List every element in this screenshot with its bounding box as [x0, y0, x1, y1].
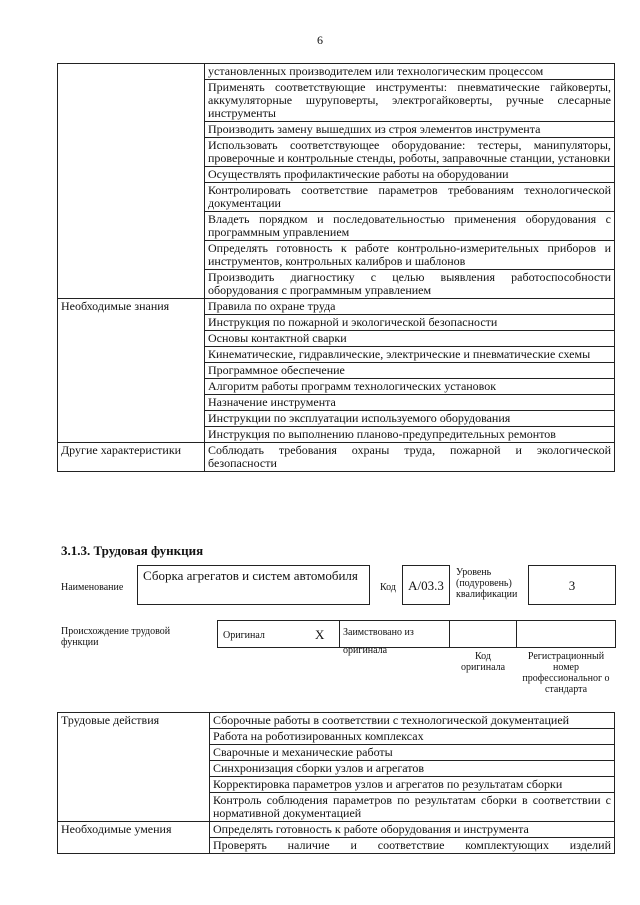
- level-label: Уровень (подуровень) квалификации: [456, 567, 518, 600]
- table-row: Контролировать соответствие параметров требованиям технологической документации: [205, 183, 615, 212]
- code-value: A/03.3: [402, 565, 450, 605]
- table-row: Определять готовность к работе контрольно-измерительных приборов и инструментов, контрольных калибров и шаблонов: [205, 241, 615, 270]
- skills-label: Необходимые умения: [58, 822, 210, 854]
- table-row: Инструкция по пожарной и экологической безопасности: [205, 315, 615, 331]
- original-mark: X: [315, 627, 325, 642]
- table-row: Инструкции по эксплуатации используемого оборудования: [205, 411, 615, 427]
- code-label: Код: [380, 582, 396, 593]
- other-label: Другие характеристики: [58, 443, 205, 472]
- knowledge-label: Необходимые знания: [58, 299, 205, 443]
- level-value: 3: [528, 565, 616, 605]
- page-number: 6: [317, 33, 323, 47]
- table-row: Владеть порядком и последовательностью применения оборудования с программным управлением: [205, 212, 615, 241]
- section-title: 3.1.3. Трудовая функция: [61, 543, 204, 558]
- table-row: Использовать соответствующее оборудование: тестеры, манипуляторы, проверочные и контрольные стенды, роботы, заправочные станции, установки: [205, 138, 615, 167]
- table-row: Производить замену вышедших из строя элементов инструмента: [205, 122, 615, 138]
- original-label: Оригинал: [223, 630, 265, 641]
- table-row: Кинематические, гидравлические, электрические и пневматические схемы: [205, 347, 615, 363]
- table-row: установленных производителем или технологическим процессом: [205, 64, 615, 80]
- reg-number-caption: Регистрационный номер профессиональног о стандарта: [522, 651, 610, 695]
- table-row: Правила по охране труда: [205, 299, 615, 315]
- table-row: Инструкция по выполнению планово-предупредительных ремонтов: [205, 427, 615, 443]
- table-row: Контроль соблюдения параметров по результатам сборки в соответствии с нормативной документацией: [210, 793, 615, 822]
- name-label: Наименование: [61, 582, 124, 593]
- name-value: Сборка агрегатов и систем автомобиля: [137, 565, 370, 605]
- table-row: Основы контактной сварки: [205, 331, 615, 347]
- other-text: Соблюдать требования охраны труда, пожарной и экологической безопасности: [205, 443, 615, 472]
- table-row: Применять соответствующие инструменты: пневматические гайковерты, аккумуляторные шуруповерты, электрогайковерты, ручные слесарные инструменты: [205, 80, 615, 122]
- table-row: Работа на роботизированных комплексах: [210, 729, 615, 745]
- code-original-cell: [449, 620, 517, 648]
- empty-label-cell: [58, 64, 205, 299]
- code-original-caption: Код оригинала: [460, 651, 506, 673]
- reg-number-cell: [516, 620, 616, 648]
- table-row: Осуществлять профилактические работы на оборудовании: [205, 167, 615, 183]
- table-row: Алгоритм работы программ технологических установок: [205, 379, 615, 395]
- table-row: Корректировка параметров узлов и агрегатов по результатам сборки: [210, 777, 615, 793]
- table-row: Сборочные работы в соответствии с технологической документацией: [210, 713, 615, 729]
- table-row: Программное обеспечение: [205, 363, 615, 379]
- table-row: Проверять наличие и соответствие комплектующих изделий: [210, 838, 615, 854]
- borrowed-cell: [339, 620, 450, 656]
- table-row: Синхронизация сборки узлов и агрегатов: [210, 761, 615, 777]
- borrowed-label: Заимствовано из оригинала: [343, 627, 414, 656]
- labor-actions-table: [57, 712, 615, 854]
- table-row: Сварочные и механические работы: [210, 745, 615, 761]
- original-cell: [217, 620, 340, 648]
- actions-label: Трудовые действия: [58, 713, 210, 822]
- table-row: Назначение инструмента: [205, 395, 615, 411]
- table-row: Производить диагностику с целью выявления работоспособности оборудования с программным управлением: [205, 270, 615, 299]
- competencies-table: [57, 63, 615, 472]
- table-row: Определять готовность к работе оборудования и инструмента: [210, 822, 615, 838]
- origin-label: Происхождение трудовой функции: [61, 626, 171, 648]
